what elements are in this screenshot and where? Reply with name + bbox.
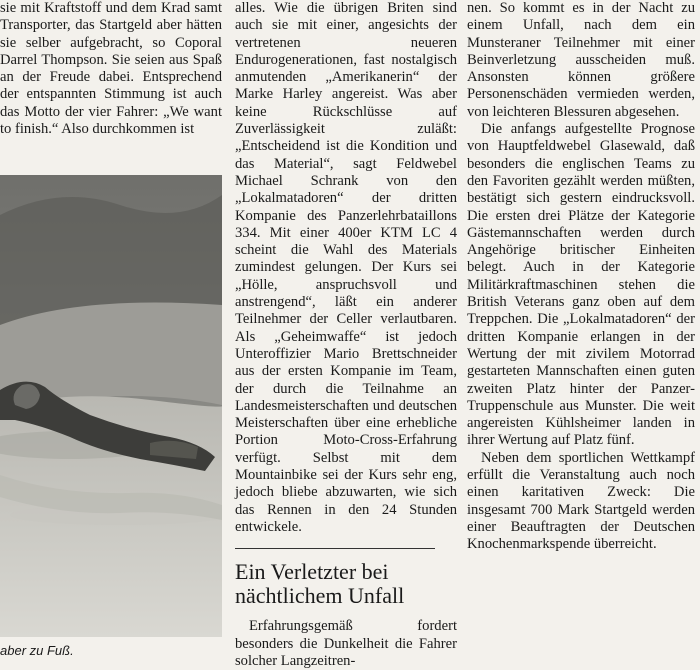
photo-illustration xyxy=(0,175,222,637)
article-paragraph: Die anfangs aufgestellte Prognose von Hauptfeldwebel Glasewald, daß besonders die englischen Teams zu den Favoriten gezählt werden müßten, bestätigt sich gestern eindrucksvoll. Die ersten drei Plätze der Kategorie Gästemannschaften werden durch Angehörige britischer Einheiten belegt. Auch in der Kategorie Militärkraftmaschinen stehen die British Veterans ganz oben auf dem Treppchen. Die „Lokalmatadoren“ der dritten Kompanie erlangen in der Wertung der mit zivilem Motorrad gestarteten Mannschaften einen guten zweiten Platz hinter der Panzer-Truppenschule aus Munster. Die weit angereisten Kühlsheimer landen in ihrer Wertung auf Platz fünf. xyxy=(467,121,695,449)
article-column-1 xyxy=(0,0,222,138)
article-column-2 xyxy=(235,0,457,670)
article-paragraph: Neben dem sportlichen Wettkampf erfüllt die Veranstaltung auch noch einen karitativen Zweck: Die insgesamt 700 Mark Startgeld werden einer Beauftragten der Deutschen Knochenmarkspende überreicht. xyxy=(467,449,695,553)
subheadline: Ein Verletzter bei nächtlichem Unfall xyxy=(235,548,435,618)
article-paragraph: Erfahrungsgemäß fordert besonders die Dunkelheit die Fahrer solcher Langzeitren- xyxy=(235,618,457,669)
article-paragraph: nen. So kommt es in der Nacht zu einem Unfall, nach dem ein Munsteraner Teilnehmer mit einer Beinverletzung ausscheiden muß. Ansonsten können größere Personenschäden vermieden werden, von leichteren Blessuren abgesehen. xyxy=(467,0,695,120)
news-photo xyxy=(0,175,222,637)
article-paragraph: alles. Wie die übrigen Briten sind auch sie mit einer, angesichts der vertretenen neueren Endurogenerationen, fast nostalgisch anmutenden „Amerikanerin“ der Marke Harley angereist. Was aber keine Rückschlüsse auf Zuverlässigkeit zuläßt: „Entscheidend ist die Kondition und das Material“, sagt Feldwebel Michael Schrank von den „Lokalmatadoren“ der dritten Kompanie des Panzerlehrbataillons 334. Mit einer 400er KTM LC 4 scheint die Wahl des Materials zumindest gelungen. Der Kurs sei „Hölle, anspruchsvoll und anstrengend“, läßt ein anderer Teilnehmer der Celler verlautbaren. Als „Geheimwaffe“ ist jedoch Unteroffizier Mario Brettschneider aus der ersten Kompanie im Team, der durch die Teilnahme an Landesmeisterschaften und deutschen Meisterschaften über eine erhebliche Portion Moto-Cross-Erfahrung verfügt. Selbst mit dem Mountainbike sei der Kurs sehr eng, jedoch bliebe abzuwarten, wie sich das Rennen in den 24 Stunden entwickele. xyxy=(235,0,457,535)
article-column-3 xyxy=(467,0,695,554)
article-paragraph: sie mit Kraftstoff und dem Krad samt Transporter, das Startgeld aber hätten sie selber aufgebracht, so Coporal Darrel Thompson. Sie seien aus Spaß an der Freude dabei. Entsprechend der entspannten Stimmung ist auch das Motto der vier Fahrer: „We want to finish.“ Also durchkommen ist xyxy=(0,0,222,138)
photo-caption: aber zu Fuß. xyxy=(0,643,74,658)
